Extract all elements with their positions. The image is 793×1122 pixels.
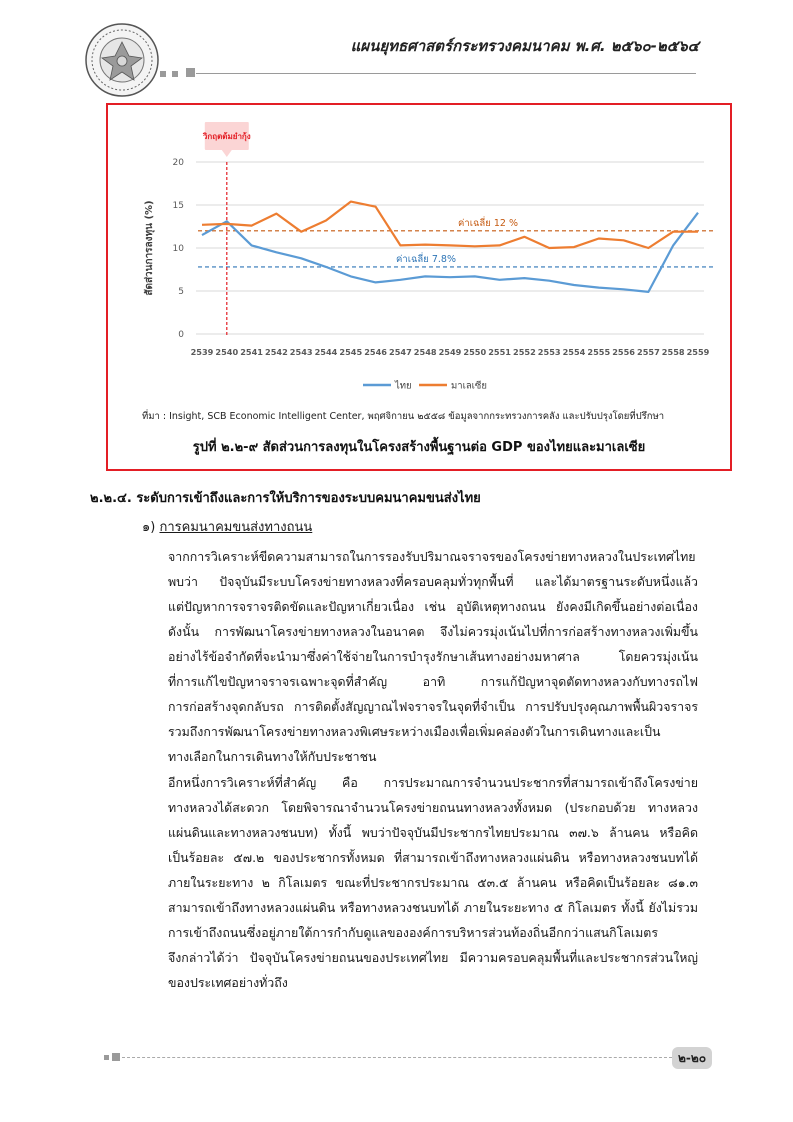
x-tick-label: 2556 — [612, 347, 635, 357]
x-tick-label: 2546 — [364, 347, 387, 357]
subsection-number: ๑) — [142, 520, 156, 535]
x-tick-label: 2559 — [686, 347, 710, 357]
header-title: แผนยุทธศาสตร์กระทรวงคมนาคม พ.ศ. ๒๕๖๐-๒๕๖๔ — [350, 37, 699, 55]
subsection-heading — [142, 516, 312, 537]
footer-square-small — [104, 1055, 109, 1060]
y-axis-label: สัดส่วนการลงทุน (%) — [144, 200, 155, 296]
paragraph-line: อีกหนึ่งการวิเคราะห์ที่สำคัญ คือ การประมาณการจำนวนประชากรที่สามารถเข้าถึงโครงข่าย — [168, 775, 698, 790]
subsection-title: การคมนาคมขนส่งทางถนน — [159, 520, 313, 535]
y-tick-label: 0 — [178, 330, 184, 340]
crisis-marker-label: วิกฤตต้มยำกุ้ง — [202, 132, 251, 141]
x-tick-label: 2551 — [488, 347, 511, 357]
x-tick-label: 2552 — [513, 347, 536, 357]
page-number: ๒-๒๐ — [672, 1047, 712, 1069]
y-tick-label: 15 — [172, 201, 184, 211]
paragraph-line: ของประเทศอย่างทั่วถึง — [168, 975, 288, 990]
x-tick-label: 2547 — [389, 347, 412, 357]
header-square-large — [186, 68, 195, 77]
x-tick-label: 2544 — [314, 347, 338, 357]
paragraph-line: พบว่า ปัจจุบันมีระบบโครงข่ายทางหลวงที่ครอบคลุมทั่วทุกพื้นที่ และได้มาตรฐานระดับหนึ่งแล้ว — [168, 574, 698, 589]
average-label: ค่าเฉลี่ย 7.8% — [396, 253, 456, 265]
x-tick-label: 2548 — [413, 347, 437, 357]
x-tick-label: 2543 — [289, 347, 313, 357]
figure-caption: รูปที่ ๒.๒-๙ สัดส่วนการลงทุนในโครงสร้างพื้นฐานต่อ GDP ของไทยและมาเลเซีย — [192, 440, 646, 455]
series-line — [202, 202, 698, 248]
paragraph-line: จึงกล่าวได้ว่า ปัจจุบันโครงข่ายถนนของประเทศไทย มีความครอบคลุมพื้นที่และประชากรส่วนใหญ่ — [168, 950, 698, 965]
header-square-small — [172, 71, 178, 77]
paragraph-line: แต่ปัญหาการจราจรติดขัดและปัญหาเกี่ยวเนื่อง เช่น อุบัติเหตุทางถนน ยังคงมีเกิดขึ้นอย่างต่อเนื่อง — [168, 599, 698, 614]
x-tick-label: 2545 — [339, 347, 363, 357]
figure-frame — [106, 103, 732, 471]
paragraph-line: อย่างไร้ข้อจำกัดที่จะนำมาซึ่งค่าใช้จ่ายในการบำรุงรักษาเส้นทางอย่างมหาศาล โดยควรมุ่งเน้น — [168, 649, 698, 664]
paragraph-line: จากการวิเคราะห์ขีดความสามารถในการรองรับปริมาณจราจรของโครงข่ายทางหลวงในประเทศไทย — [168, 549, 696, 564]
crisis-marker-pointer — [222, 150, 232, 157]
legend-label: ไทย — [395, 380, 412, 392]
y-tick-label: 5 — [178, 287, 184, 297]
footer-square-large — [112, 1053, 120, 1061]
paragraph-line: ทางเลือกในการเดินทางให้กับประชาชน — [168, 749, 377, 764]
investment-chart — [108, 105, 730, 405]
section-heading: ๒.๒.๔. ระดับการเข้าถึงและการให้บริการของระบบคมนาคมขนส่งไทย — [90, 491, 481, 506]
paragraph-line: ที่การแก้ไขปัญหาจราจรเฉพาะจุดที่สำคัญ อาทิ การแก้ปัญหาจุดตัดทางหลวงกับทางรถไฟ — [168, 674, 698, 689]
x-tick-label: 2553 — [537, 347, 561, 357]
x-tick-label: 2542 — [265, 347, 288, 357]
ministry-seal-logo — [84, 22, 160, 98]
figure-source: ที่มา : Insight, SCB Economic Intelligent Center, พฤศจิกายน ๒๕๕๘ ข้อมูลจากกระทรวงการคลัง และปรับปรุงโดยที่ปรึกษา — [142, 411, 665, 422]
paragraph-line: แผ่นดินและทางหลวงชนบท) ทั้งนี้ พบว่าปัจจุบันมีประชากรไทยประมาณ ๓๗.๖ ล้านคน หรือคิด — [168, 825, 698, 840]
x-tick-label: 2550 — [463, 347, 487, 357]
paragraph-population-access — [168, 770, 698, 995]
paragraph-line: ทางหลวงได้สะดวก โดยพิจารณาจำนวนโครงข่ายถนนทางหลวงทั้งหมด (ประกอบด้วย ทางหลวง — [168, 800, 698, 815]
x-tick-label: 2557 — [637, 347, 660, 357]
header-square-small — [160, 71, 166, 77]
series-line — [202, 213, 698, 292]
paragraph-line: ภายในระยะทาง ๒ กิโลเมตร ขณะที่ประชากรประมาณ ๕๓.๕ ล้านคน หรือคิดเป็นร้อยละ ๘๑.๓ — [168, 875, 698, 890]
paragraph-line: การเข้าถึงถนนซึ่งอยู่ภายใต้การกำกับดูแลขององค์การบริหารส่วนท้องถิ่นอีกกว่าแสนกิโลเมตร — [168, 925, 658, 940]
x-tick-label: 2555 — [587, 347, 611, 357]
x-tick-label: 2549 — [438, 347, 462, 357]
paragraph-line: เป็นร้อยละ ๕๗.๒ ของประชากรทั้งหมด ที่สามารถเข้าถึงทางหลวงแผ่นดิน หรือทางหลวงชนบทได้ — [168, 850, 698, 865]
x-tick-label: 2554 — [562, 347, 586, 357]
x-tick-label: 2539 — [190, 347, 214, 357]
x-tick-label: 2541 — [240, 347, 263, 357]
x-tick-label: 2540 — [215, 347, 239, 357]
paragraph-line: รวมถึงการพัฒนาโครงข่ายทางหลวงพิเศษระหว่างเมืองเพื่อเพิ่มคล่องตัวในการเดินทางและเป็น — [168, 724, 661, 739]
header-rule — [196, 73, 696, 74]
y-tick-label: 20 — [172, 158, 184, 168]
legend-label: มาเลเซีย — [451, 380, 487, 392]
paragraph-line: สามารถเข้าถึงทางหลวงแผ่นดิน หรือทางหลวงชนบทได้ ภายในระยะทาง ๕ กิโลเมตร ทั้งนี้ ยังไม่รวม — [168, 900, 698, 915]
x-tick-label: 2558 — [661, 347, 685, 357]
footer-rule — [122, 1057, 672, 1058]
paragraph-road-capacity — [168, 544, 698, 769]
average-label: ค่าเฉลี่ย 12 % — [458, 217, 518, 229]
paragraph-line: ดังนั้น การพัฒนาโครงข่ายทางหลวงในอนาคต จึงไม่ควรมุ่งเน้นไปที่การก่อสร้างทางหลวงเพิ่มขึ้น — [168, 624, 698, 639]
paragraph-line: การก่อสร้างจุดกลับรถ การติดตั้งสัญญาณไฟจราจรในจุดที่จำเป็น การปรับปรุงคุณภาพพื้นผิวจราจร — [168, 699, 698, 714]
y-tick-label: 10 — [172, 244, 184, 254]
